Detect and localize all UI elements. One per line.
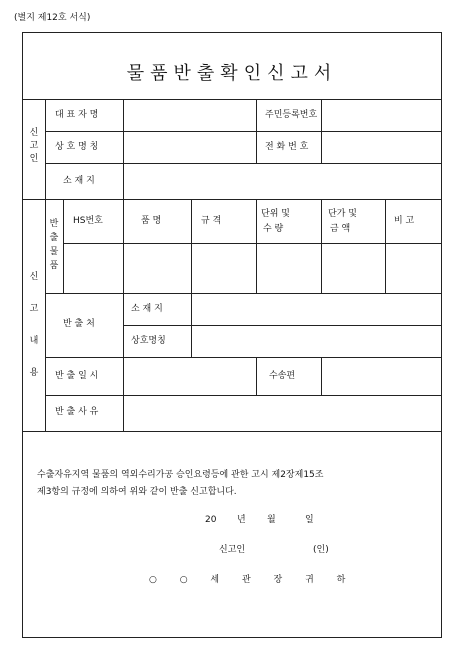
- rule-qty-col: [321, 199, 322, 293]
- col-item: 품 명: [141, 216, 162, 226]
- addressee: ○ ○ 세 관 장 귀 하: [149, 575, 356, 585]
- rule-section-col: [45, 99, 46, 431]
- declarant-section-label: 신고인: [29, 128, 39, 164]
- signer-label: 신고인: [219, 545, 246, 555]
- transport-label: 수송편: [269, 371, 296, 381]
- declaration-line-2: 제3항의 규정에 의하여 위와 같이 반출 신고합니다.: [37, 487, 237, 497]
- rule-dest-end: [45, 357, 441, 358]
- resident-no-label: 주민등록번호: [265, 110, 318, 120]
- rule-dest-mid: [123, 325, 441, 326]
- rule-price-col: [385, 199, 386, 293]
- address-label: 소 재 지: [63, 176, 95, 186]
- rule-goods-end: [45, 293, 441, 294]
- rule-content-end: [23, 431, 441, 432]
- rule-date-end: [45, 395, 441, 396]
- col-hs: HS번호: [73, 216, 103, 226]
- declaration-form: [22, 32, 442, 638]
- seal-mark: (인): [313, 545, 329, 555]
- col-unit-qty-1: 단위 및: [261, 209, 290, 219]
- date-year: 20: [205, 515, 217, 525]
- dest-address-label: 소 재 지: [131, 304, 163, 314]
- rule-declarant-mid-col: [256, 99, 257, 163]
- rule-declarant-label2-col: [321, 99, 322, 163]
- rule-transport-col: [321, 357, 322, 395]
- rule-lower-label-col: [123, 293, 124, 431]
- rule-dest-sub-col: [191, 293, 192, 357]
- date-month: 월: [267, 515, 276, 525]
- rule-row1: [45, 131, 441, 132]
- rule-date-mid-col: [256, 357, 257, 395]
- form-number: (별지 제12호 서식): [14, 13, 91, 23]
- business-name-label: 상 호 명 칭: [55, 142, 99, 152]
- rule-top: [23, 99, 441, 100]
- phone-label: 전 화 번 호: [265, 142, 309, 152]
- declaration-line-1: 수출자유지역 물품의 역외수리가공 승인요령등에 관한 고시 제2장제15조: [37, 470, 324, 480]
- rule-row2: [45, 163, 441, 164]
- declaration-text: [37, 467, 323, 501]
- rule-declarant-end: [23, 199, 441, 200]
- goods-label: 반출물품: [49, 219, 59, 271]
- dest-name-label: 상호명칭: [131, 336, 166, 346]
- rule-hs-col: [123, 199, 124, 293]
- reason-label: 반 출 사 유: [55, 407, 99, 417]
- col-price-1: 단가 및: [328, 209, 357, 219]
- rule-spec-col: [256, 199, 257, 293]
- col-remarks: 비 고: [394, 216, 415, 226]
- rule-item-col: [191, 199, 192, 293]
- form-title: 물품반출확인신고서: [126, 63, 338, 84]
- date-label: 반 출 일 시: [55, 371, 99, 381]
- rule-goods-label-col: [63, 199, 64, 293]
- date-year-unit: 년: [237, 515, 246, 525]
- rep-name-label: 대 표 자 명: [55, 110, 99, 120]
- date-day: 일: [305, 515, 314, 525]
- col-spec: 규 격: [201, 216, 222, 226]
- destination-label: 반 출 처: [63, 319, 95, 329]
- rule-declarant-label-col: [123, 99, 124, 199]
- col-unit-qty-2: 수 량: [263, 224, 284, 234]
- report-section-label: 신고내용: [29, 272, 39, 378]
- col-price-2: 금 액: [330, 224, 351, 234]
